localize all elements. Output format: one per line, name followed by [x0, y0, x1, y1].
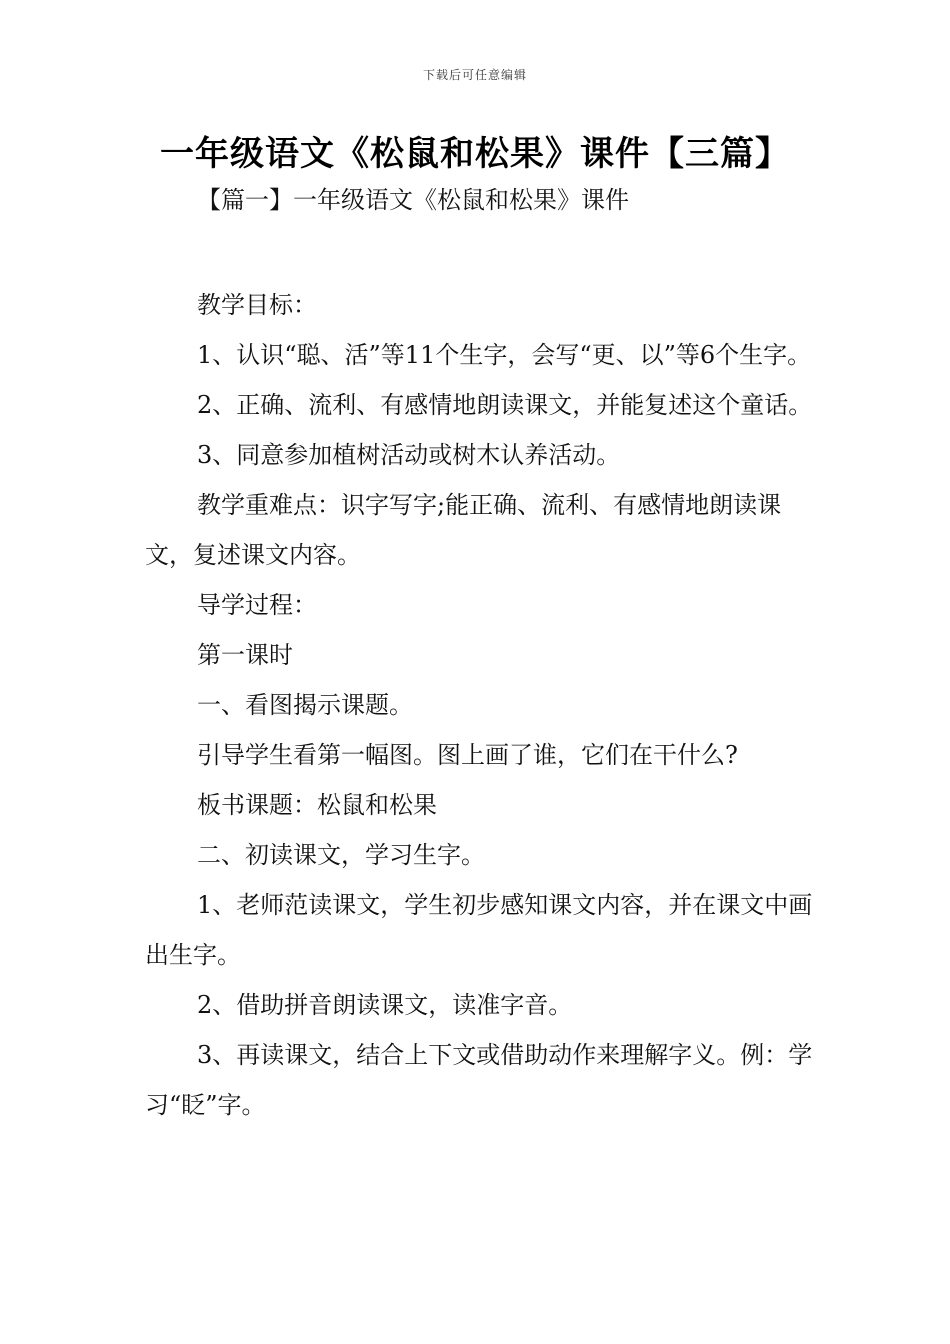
- document-body: [145, 180, 815, 1130]
- paragraph-step-two: 二、初读课文，学习生字。: [197, 841, 485, 869]
- paragraph-step-one: 一、看图揭示课题。: [197, 691, 413, 719]
- paragraph-step-two-1: 1、老师范读课文，学生初步感知课文内容，并在课文中画出生字。: [145, 891, 813, 969]
- paragraph-step-two-2: 2、借助拼音朗读课文，读准字音。: [197, 991, 573, 1019]
- paragraph-process-heading: 导学过程：: [197, 591, 317, 619]
- header-note: 下载后可任意编辑: [422, 68, 527, 82]
- paragraph-goal-1: 1、认识“聪、活”等11个生字，会写“更、以”等6个生字。: [197, 341, 812, 369]
- paragraph-teaching-goals: 教学目标：: [197, 291, 317, 319]
- paragraph-guide-picture: 引导学生看第一幅图。图上画了谁，它们在干什么?: [197, 741, 738, 769]
- paragraph-lesson-one: 第一课时: [197, 641, 293, 669]
- section-subtitle: 【篇一】一年级语文《松鼠和松果》课件: [197, 186, 629, 214]
- paragraph-key-points: 教学重难点：识字写字;能正确、流利、有感情地朗读课文，复述课文内容。: [145, 491, 782, 569]
- paragraph-goal-2: 2、正确、流利、有感情地朗读课文，并能复述这个童话。: [197, 391, 813, 419]
- paragraph-step-two-3: 3、再读课文，结合上下文或借助动作来理解字义。例：学习“眨”字。: [145, 1041, 813, 1119]
- document-title: 一年级语文《松鼠和松果》课件【三篇】: [160, 134, 790, 174]
- paragraph-goal-3: 3、同意参加植树活动或树木认养活动。: [197, 441, 621, 469]
- paragraph-board-title: 板书课题：松鼠和松果: [197, 791, 437, 819]
